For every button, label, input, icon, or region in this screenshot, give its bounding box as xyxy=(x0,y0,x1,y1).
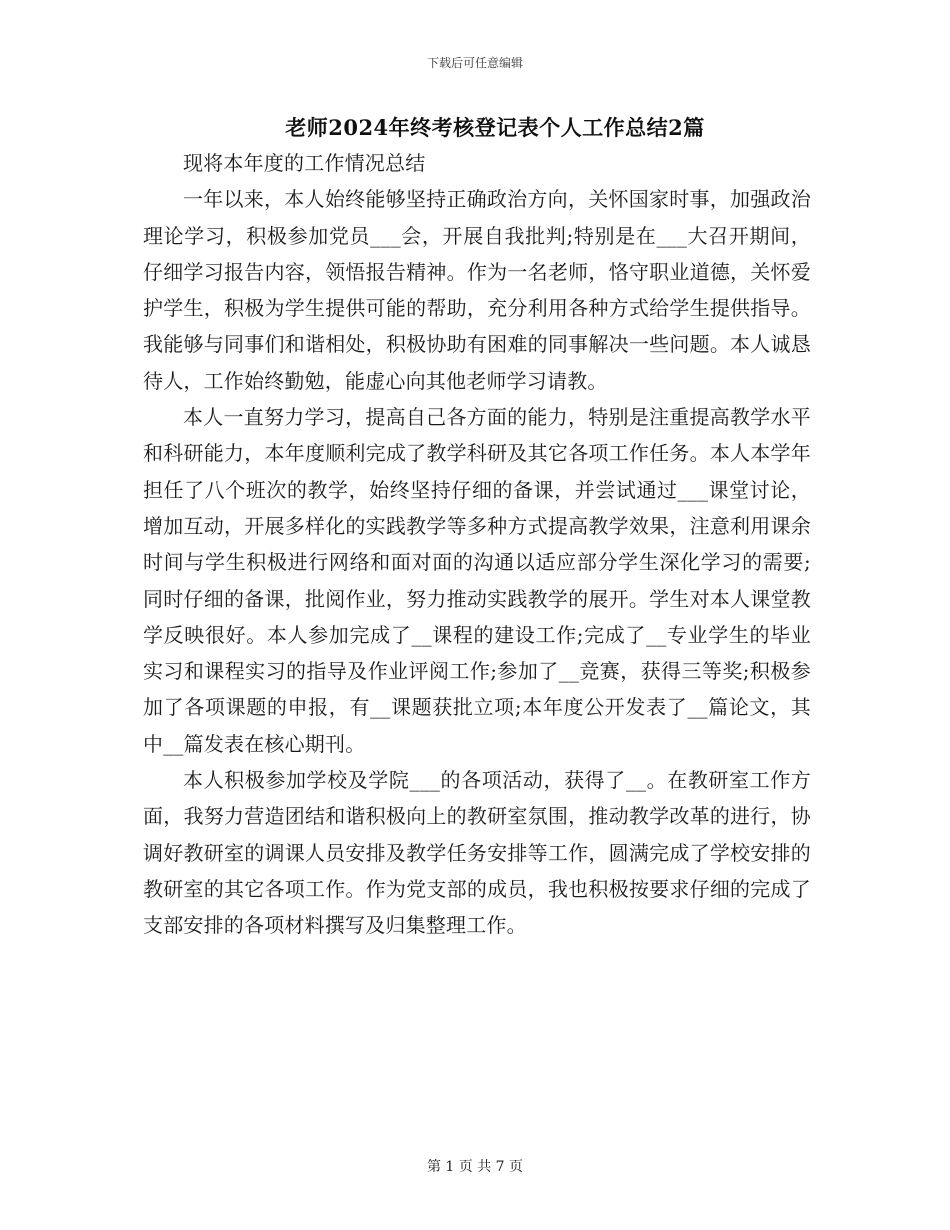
document-title: 老师2024年终考核登记表个人工作总结2篇 xyxy=(285,115,705,140)
header-note: 下载后可任意编辑 xyxy=(426,56,523,70)
paragraph-political: 一年以来，本人始终能够坚持正确政治方向，关怀国家时事，加强政治理论学习，积极参加党员___会，开展自我批判;特别是在___大召开期间，仔细学习报告内容，领悟报告精神。作为一名老师，恪守职业道德，关怀爱护学生，积极为学生提供可能的帮助，充分利用各种方式给学生提供指导。我能够与同事们和谐相处，积极协助有困难的同事解决一些问题。本人诚恳待人，工作始终勤勉，能虚心向其他老师学习请教。 xyxy=(143,187,811,393)
paragraph-intro: 现将本年度的工作情况总结 xyxy=(183,151,426,175)
page-footer: 第 1 页 共 7 页 xyxy=(426,1159,524,1175)
document-body xyxy=(143,145,811,944)
paragraph-activities: 本人积极参加学校及学院___的各项活动，获得了__。在教研室工作方面，我努力营造团结和谐积极向上的教研室氛围，推动教学改革的进行，协调好教研室的调课人员安排及教学任务安排等工作，圆满完成了学校安排的教研室的其它各项工作。作为党支部的成员，我也积极按要求仔细的完成了支部安排的各项材料撰写及归集整理工作。 xyxy=(143,768,811,938)
paragraph-teaching: 本人一直努力学习，提高自己各方面的能力，特别是注重提高教学水平和科研能力，本年度顺利完成了教学科研及其它各项工作任务。本人本学年担任了八个班次的教学，始终坚持仔细的备课，并尝试通过___课堂讨论，增加互动，开展多样化的实践教学等多种方式提高教学效果，注意利用课余时间与学生积极进行网络和面对面的沟通以适应部分学生深化学习的需要;同时仔细的备课，批阅作业，努力推动实践教学的展开。学生对本人课堂教学反映很好。本人参加完成了__课程的建设工作;完成了__专业学生的毕业实习和课程实习的指导及作业评阅工作;参加了__竞赛，获得三等奖;积极参加了各项课题的申报，有__课题获批立项;本年度公开发表了__篇论文，其中__篇发表在核心期刊。 xyxy=(143,405,811,756)
